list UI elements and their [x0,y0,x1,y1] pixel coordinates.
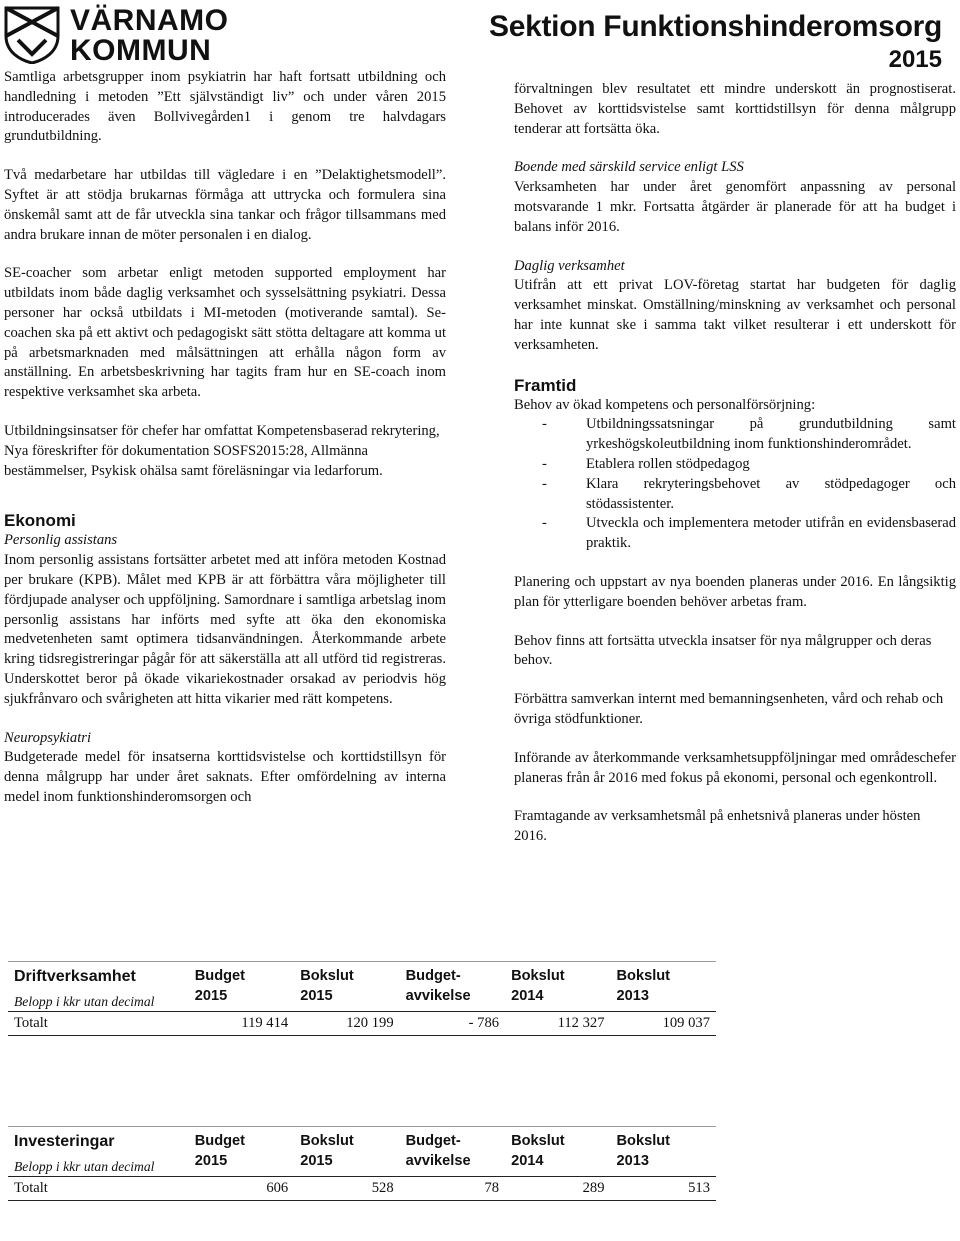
paragraph: SE-coacher som arbetar enligt metoden supported employment har utbildats inom både daglig verksamhet och sysselsättning psykiatri. Dessa personer har också utbildats i MI-metoden (motiverande samtal). Se-coachen ska på ett aktivt och pedagogiskt sätt stötta deltagare att komma ut på arbetsmarknaden med målsättningen att erhålla någon form av anställning. En arbetsbeskrivning har tagits fram hur en SE-coach inom respektive verksamhet ska arbeta. [4,265,446,401]
column-header: 2013 [616,987,649,1004]
table-cell: 119 414 [189,1011,294,1035]
column-header: 2013 [616,1152,649,1169]
table-row [8,1176,716,1200]
column-header: Budget- [405,1133,461,1149]
table-cell: 513 [611,1176,716,1200]
heading-ekonomi: Ekonomi [4,511,76,531]
section-title: Sektion Funktionshinderomsorg [489,10,942,43]
unit-note: Belopp i kkr utan decimal [14,1158,155,1174]
framtid-list [542,415,956,554]
section-year: 2015 [888,46,942,73]
heading-framtid: Framtid [514,375,577,395]
table-cell: 78 [400,1176,505,1200]
logo-line-1: VÄRNAMO [70,4,229,37]
driftverksamhet-table [8,961,716,1036]
column-header: Budget [194,968,246,984]
list-item: - Utveckla och implementera metoder utifrån en evidensbaserad praktik. [542,514,956,554]
table-cell: 528 [294,1176,399,1200]
table-cell: 120 199 [294,1011,399,1035]
list-item: - Klara rekryteringsbehovet av stödpedagoger och stödassistenter. [542,475,956,515]
list-item: - Utbildningssatsningar på grundutbildning samt yrkeshögskoleutbildning inom funktionshinderområdet. [542,415,956,455]
paragraph: Två medarbetare har utbildas till vägledare i en ”Delaktighetsmodell”. Syftet är att stödja brukarnas förmåga att uttrycka och formulera sina önskemål samt att de får utveckla sina tankar och frågor tillsammans med andra brukare innan de möter personalen i en dialog. [4,167,446,243]
column-header: avvikelse [405,1152,471,1169]
logo-line-2: KOMMUN [70,34,212,67]
municipal-crest-icon [4,6,60,64]
left-column [4,68,446,808]
table-cell: - 786 [400,1011,505,1035]
paragraph: Utbildningsinsatser för chefer har omfattat Kompetensbaserad rekrytering, Nya föreskrifter för dokumentation SOSFS2015:28, Allmänna bestämmelser, Psykisk ohälsa samt föreläsningar via ledarforum. [4,422,440,479]
column-header: 2014 [511,987,544,1004]
column-header: 2015 [194,987,228,1004]
column-header: Budget- [405,968,461,984]
paragraph: Samtliga arbetsgrupper inom psykiatrin har haft fortsatt utbildning och handledning i metoden ”Ett självständigt liv” och under våren 2015 introducerades även Bollvivegården1 i genom tre halvdagars grundutbildning. [4,69,446,145]
column-header: Bokslut [300,968,354,984]
column-header: 2015 [194,1152,228,1169]
paragraph: Budgeterade medel för insatserna korttidsvistelse och korttidstillsyn för denna målgrupp har under året saknats. Efter omfördelning av interna medel inom funktionshinderomsorgen och [4,749,446,805]
column-header: Bokslut [616,1133,671,1149]
column-header: 2015 [300,1152,333,1169]
table-title: Driftverksamhet [14,968,136,985]
paragraph: förvaltningen blev resultatet ett mindre underskott än prognostiserat. Behovet av korttidsvistelse samt korttidstillsyn för denna målgrupp tenderar att fortsätta öka. [514,81,956,137]
framtid-intro: Behov av ökad kompetens och personalförsörjning: [514,396,816,413]
right-column [514,80,956,866]
column-header: Bokslut [616,968,671,984]
column-header: Bokslut [300,1133,354,1149]
column-header: Bokslut [511,1133,565,1149]
subheading-neuropsykiatri: Neuropsykiatri [4,729,92,746]
paragraph: Planering och uppstart av nya boenden planeras under 2016. En långsiktig plan för ytterligare boenden behöver arbetas fram. [514,573,956,610]
subheading-personlig-assistans: Personlig assistans [4,532,118,549]
row-label: Totalt [8,1176,189,1200]
table-row [8,1011,716,1035]
paragraph: Verksamheten har under året genomfört anpassning av personal motsvarande 1 mkr. Fortsatta åtgärder är planerade för att ha budget i balans inför 2016. [514,179,956,235]
table-cell: 112 327 [505,1011,610,1035]
paragraph: Införande av återkommande verksamhetsuppföljningar med områdeschefer planeras från år 2016 med fokus på ekonomi, personal och egenkontroll. [514,749,956,786]
column-header: 2014 [511,1152,544,1169]
unit-note: Belopp i kkr utan decimal [14,993,155,1009]
table-cell: 289 [505,1176,610,1200]
paragraph: Utifrån att ett privat LOV-företag startat har budgeten för daglig verksamhet minskat. Omställning/minskning av verksamhet och personal har inte kunnat ske i samma takt vilket resulterar i ett underskott för verksamheten. [514,277,956,353]
row-label: Totalt [8,1011,189,1035]
column-header: 2015 [300,987,333,1004]
table-cell: 606 [189,1176,294,1200]
column-header: avvikelse [405,987,471,1004]
paragraph: Framtagande av verksamhetsmål på enhetsnivå planeras under hösten 2016. [514,808,921,845]
column-header: Budget [194,1133,246,1149]
investeringar-table [8,1126,716,1201]
list-item: - Etablera rollen stödpedagog [542,455,956,475]
table-cell: 109 037 [611,1011,716,1035]
paragraph: Behov finns att fortsätta utveckla insatser för nya målgrupper och deras behov. [514,632,932,669]
subheading-lss: Boende med särskild service enligt LSS [514,159,744,176]
varnamo-kommun-logo [4,4,244,66]
paragraph: Inom personlig assistans fortsätter arbetet med att införa metoden Kostnad per brukare (KPB). Målet med KPB är att förbättra våra möjligheter till fördjupade analyser och uppföljning. Samordnare i samtliga arbetslag inom personlig assistans har införts med syfte att öka den ekonomiska medvetenheten samt optimera tidsanvändningen. Återkommande arbete kring tidsregistreringar pågår för att säkerställa att all utförd tid registreras. Underskottet beror på ökade vikariekostnader orsakad av periodvis hög sjukfrånvaro och svårigheten att hitta vikarier med rätt kompetens. [4,552,446,707]
table-title: Investeringar [14,1133,115,1150]
paragraph: Förbättra samverkan internt med bemanningsenheten, vård och rehab och övriga stödfunktioner. [514,691,944,727]
column-header: Bokslut [511,968,565,984]
subheading-daglig-verksamhet: Daglig verksamhet [514,257,625,274]
